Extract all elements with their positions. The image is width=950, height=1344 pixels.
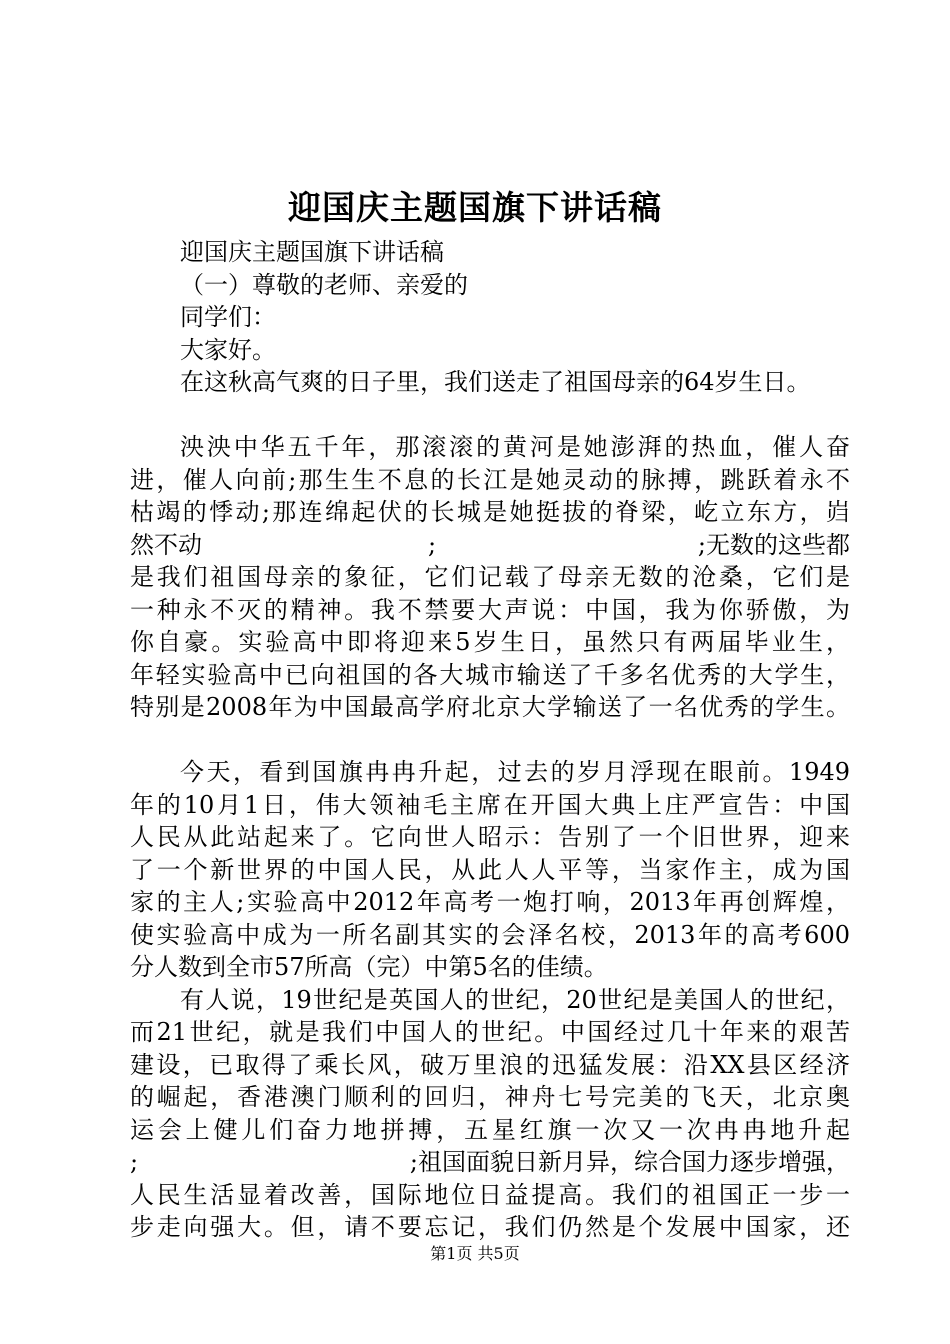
document-title: 迎国庆主题国旗下讲话稿 <box>288 188 662 227</box>
text-line: 建设，已取得了乘长风，破万里浪的迅猛发展：沿XX县区经济 <box>130 1050 850 1079</box>
text-fragment: ; <box>130 1148 139 1176</box>
text-line: 年轻实验高中已向祖国的各大城市输送了千多名优秀的大学生， <box>130 660 850 689</box>
text-fragment: ;无数的这些都 <box>697 530 850 559</box>
greeting-line: 大家好。 <box>180 335 276 364</box>
text-line: 一种永不灭的精神。我不禁要大声说：中国，我为你骄傲，为 <box>130 595 850 624</box>
text-fragment: ;祖国面貌日新月异，综合国力逐步增强， <box>409 1148 850 1176</box>
text-line: 泱泱中华五千年，那滚滚的黄河是她澎湃的热血，催人奋 <box>180 433 850 461</box>
text-line: 使实验高中成为一所名副其实的会泽名校，2013年的高考600 <box>130 920 850 949</box>
text-line: 是我们祖国母亲的象征，它们记载了母亲无数的沧桑，它们是 <box>130 563 850 591</box>
text-line <box>130 529 850 562</box>
text-line: 分人数到全市57所高（完）中第5名的佳绩。 <box>130 953 608 981</box>
text-line: 人民从此站起来了。它向世人昭示：告别了一个旧世界，迎来 <box>130 823 850 851</box>
text-line: 有人说，19世纪是英国人的世纪，20世纪是美国人的世纪， <box>180 985 850 1014</box>
text-line: 进，催人向前;那生生不息的长江是她灵动的脉搏，跳跃着永不 <box>130 465 850 494</box>
text-line: 人民生活显着改善，国际地位日益提高。我们的祖国正一步一 <box>130 1180 850 1209</box>
text-line: 你自豪。实验高中即将迎来5岁生日，虽然只有两届毕业生， <box>130 628 850 656</box>
page-footer: 第1页 共5页 <box>430 1244 520 1263</box>
text-line: 步走向强大。但，请不要忘记，我们仍然是个发展中国家，还 <box>130 1213 850 1241</box>
text-line: 运会上健儿们奋力地拼搏，五星红旗一次又一次冉冉地升起 <box>130 1115 850 1144</box>
text-line: 在这秋高气爽的日子里，我们送走了祖国母亲的64岁生日。 <box>180 368 811 396</box>
text-line: 了一个新世界的中国人民，从此人人平等，当家作主，成为国 <box>130 855 850 884</box>
text-line: 年的10月1日，伟大领袖毛主席在开国大典上庄严宣告：中国 <box>130 790 850 819</box>
greeting-line: 同学们： <box>180 303 276 331</box>
text-fragment: 然不动 <box>130 530 202 559</box>
text-line: 今天，看到国旗冉冉升起，过去的岁月浮现在眼前。1949 <box>180 758 850 786</box>
text-line: 而21世纪，就是我们中国人的世纪。中国经过几十年来的艰苦 <box>130 1018 850 1046</box>
text-line: 家的主人;实验高中2012年高考一炮打响，2013年再创辉煌， <box>130 888 850 916</box>
document-body <box>130 236 850 1244</box>
subtitle-line: 迎国庆主题国旗下讲话稿 <box>180 238 444 266</box>
text-line: 枯竭的悸动;那连绵起伏的长城是她挺拔的脊梁，屹立东方，岿 <box>130 498 850 526</box>
text-line: 的崛起，香港澳门顺利的回归，神舟七号完美的飞天，北京奥 <box>130 1083 850 1111</box>
text-fragment: ; <box>428 530 437 559</box>
paragraph-gap <box>130 399 850 432</box>
greeting-line: （一）尊敬的老师、亲爱的 <box>180 270 468 299</box>
text-line <box>130 1146 850 1179</box>
text-line: 特别是2008年为中国最高学府北京大学输送了一名优秀的学生。 <box>130 693 850 721</box>
paragraph-gap <box>130 724 850 757</box>
